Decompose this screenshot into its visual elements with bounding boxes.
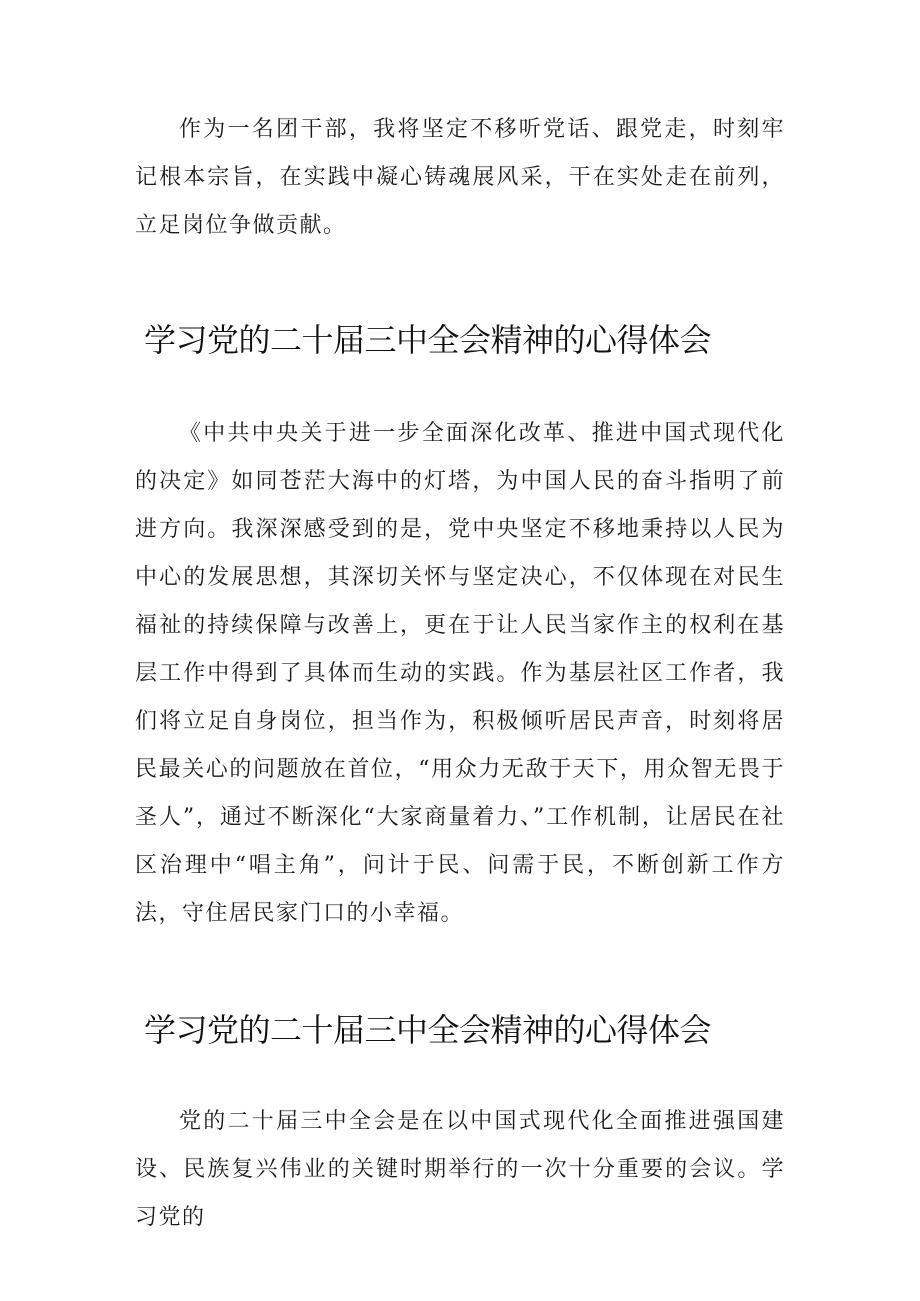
section-heading-1: 学习党的二十届三中全会精神的心得体会 (144, 321, 712, 359)
section-heading-2: 学习党的二十届三中全会精神的心得体会 (144, 1011, 712, 1049)
paragraph-2: 《中共中央关于进一步全面深化改革、推进中国式现代化的决定》如同苍茫大海中的灯塔，为中国人民的奋斗指明了前进方向。我深深感受到的是，党中央坚定不移地秉持以人民为中心的发展思想，其深切关怀与坚定决心，不仅体现在对民生福祉的持续保障与改善上，更在于让人民当家作主的权利在基层工作中得到了具体而生动的实践。作为基层社区工作者，我们将立足自身岗位，担当作为，积极倾听居民声音，时刻将居民最关心的问题放在首位，“用众力无敌于天下，用众智无畏于圣人”，通过不断深化“大家商量着力、”工作机制，让居民在社区治理中“唱主角”，问计于民、问需于民，不断创新工作方法，守住居民家门口的小幸福。 (135, 421, 785, 926)
paragraph-1: 作为一名团干部，我将坚定不移听党话、跟党走，时刻牢记根本宗旨，在实践中凝心铸魂展风采，干在实处走在前列，立足岗位争做贡献。 (135, 117, 785, 238)
paragraph-3: 党的二十届三中全会是在以中国式现代化全面推进强国建设、民族复兴伟业的关键时期举行的一次十分重要的会议。学习党的 (135, 1109, 785, 1230)
